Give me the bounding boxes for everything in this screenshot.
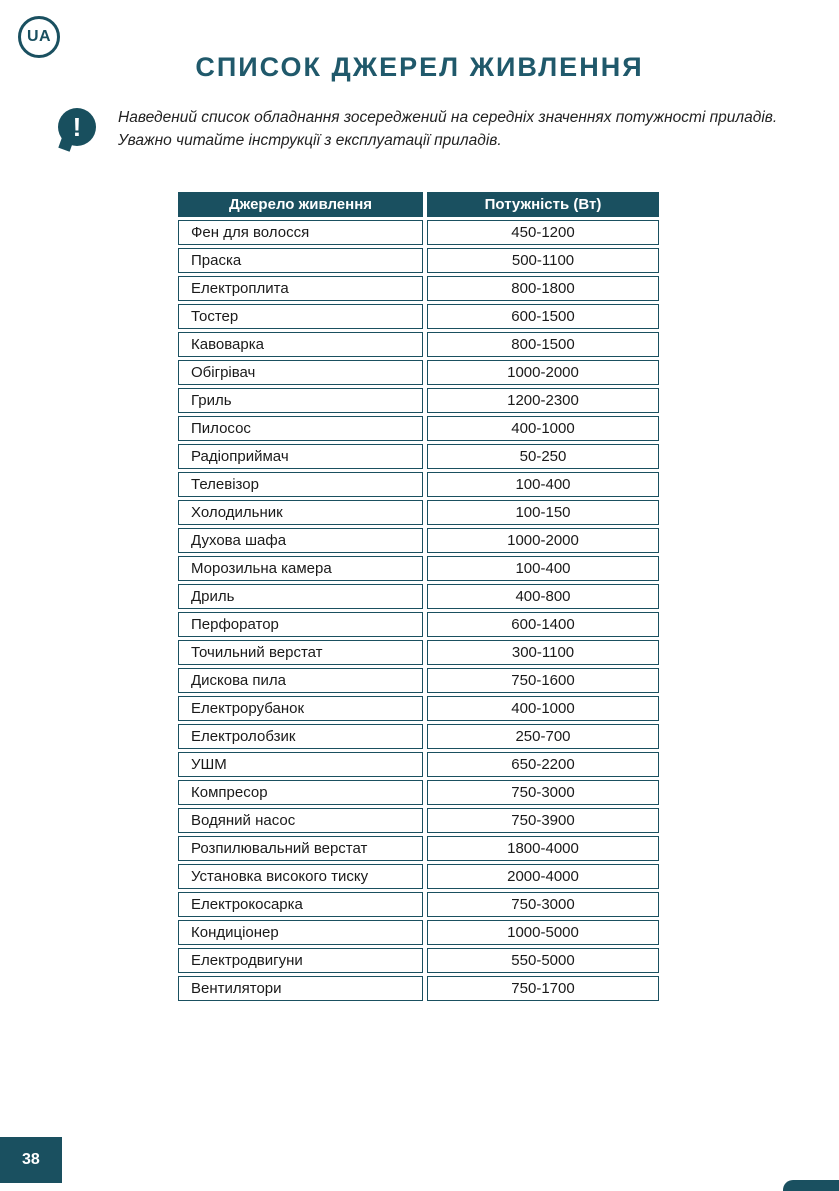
table-row [178, 220, 659, 245]
device-name-cell: Електрорубанок [178, 696, 423, 721]
power-value-cell: 50-250 [427, 444, 659, 469]
power-value-cell: 750-1600 [427, 668, 659, 693]
device-name-cell: Телевізор [178, 472, 423, 497]
power-value-cell: 750-3900 [427, 808, 659, 833]
power-value-cell: 100-150 [427, 500, 659, 525]
table-row [178, 276, 659, 301]
power-value-cell: 400-800 [427, 584, 659, 609]
power-value-cell: 100-400 [427, 556, 659, 581]
device-name-cell: Вентилятори [178, 976, 423, 1001]
device-name-cell: Компресор [178, 780, 423, 805]
table-row [178, 836, 659, 861]
table-row [178, 808, 659, 833]
header-power-column: Потужність (Вт) [427, 192, 659, 217]
power-value-cell: 100-400 [427, 472, 659, 497]
device-name-cell: Холодильник [178, 500, 423, 525]
device-name-cell: Перфоратор [178, 612, 423, 637]
power-value-cell: 800-1500 [427, 332, 659, 357]
table-row [178, 584, 659, 609]
corner-decoration [783, 1180, 839, 1191]
table-row [178, 864, 659, 889]
power-value-cell: 750-3000 [427, 780, 659, 805]
device-name-cell: Розпилювальний верстат [178, 836, 423, 861]
table-row [178, 444, 659, 469]
table-row [178, 920, 659, 945]
table-row [178, 248, 659, 273]
table-row [178, 948, 659, 973]
header-source-column: Джерело живлення [178, 192, 423, 217]
note-block [58, 106, 788, 153]
device-name-cell: Тостер [178, 304, 423, 329]
power-value-cell: 400-1000 [427, 416, 659, 441]
table-row [178, 500, 659, 525]
power-sources-table [174, 189, 663, 1004]
table-row [178, 416, 659, 441]
device-name-cell: Пилосос [178, 416, 423, 441]
device-name-cell: Духова шафа [178, 528, 423, 553]
power-value-cell: 600-1500 [427, 304, 659, 329]
table-row [178, 472, 659, 497]
power-value-cell: 250-700 [427, 724, 659, 749]
note-text: Наведений список обладнання зосереджений на середніх значеннях потужності приладів. Уважно читайте інструкції з експлуатації приладів. [118, 109, 778, 150]
table-row [178, 304, 659, 329]
power-value-cell: 1000-2000 [427, 528, 659, 553]
power-value-cell: 300-1100 [427, 640, 659, 665]
power-value-cell: 1000-2000 [427, 360, 659, 385]
table-row [178, 724, 659, 749]
device-name-cell: Водяний насос [178, 808, 423, 833]
page-title: СПИСОК ДЖЕРЕЛ ЖИВЛЕННЯ [195, 52, 644, 82]
table-row [178, 892, 659, 917]
table-row [178, 528, 659, 553]
table-row [178, 752, 659, 777]
device-name-cell: Дискова пила [178, 668, 423, 693]
table-row [178, 780, 659, 805]
device-name-cell: Дриль [178, 584, 423, 609]
device-name-cell: Електродвигуни [178, 948, 423, 973]
power-value-cell: 500-1100 [427, 248, 659, 273]
page-number-box [0, 1137, 62, 1183]
device-name-cell: Праска [178, 248, 423, 273]
power-value-cell: 1000-5000 [427, 920, 659, 945]
power-value-cell: 550-5000 [427, 948, 659, 973]
table-row [178, 640, 659, 665]
table-row [178, 612, 659, 637]
power-value-cell: 450-1200 [427, 220, 659, 245]
power-value-cell: 600-1400 [427, 612, 659, 637]
device-name-cell: Обігрівач [178, 360, 423, 385]
power-value-cell: 650-2200 [427, 752, 659, 777]
table-header [178, 192, 659, 217]
device-name-cell: Електролобзик [178, 724, 423, 749]
power-value-cell: 400-1000 [427, 696, 659, 721]
page-number: 38 [22, 1151, 40, 1168]
device-name-cell: Фен для волосся [178, 220, 423, 245]
power-value-cell: 750-3000 [427, 892, 659, 917]
power-value-cell: 2000-4000 [427, 864, 659, 889]
device-name-cell: Гриль [178, 388, 423, 413]
power-value-cell: 750-1700 [427, 976, 659, 1001]
device-name-cell: Електрокосарка [178, 892, 423, 917]
power-value-cell: 1800-4000 [427, 836, 659, 861]
device-name-cell: Кавоварка [178, 332, 423, 357]
device-name-cell: УШМ [178, 752, 423, 777]
device-name-cell: Електроплита [178, 276, 423, 301]
table-row [178, 976, 659, 1001]
table-row [178, 556, 659, 581]
table-row [178, 388, 659, 413]
device-name-cell: Радіоприймач [178, 444, 423, 469]
device-name-cell: Кондиціонер [178, 920, 423, 945]
exclamation-icon: ! [58, 108, 96, 146]
power-value-cell: 800-1800 [427, 276, 659, 301]
device-name-cell: Установка високого тиску [178, 864, 423, 889]
table-header-row [178, 192, 659, 217]
power-table-body [178, 220, 659, 1001]
table-row [178, 696, 659, 721]
device-name-cell: Точильний верстат [178, 640, 423, 665]
table-row [178, 332, 659, 357]
device-name-cell: Морозильна камера [178, 556, 423, 581]
table-row [178, 668, 659, 693]
power-value-cell: 1200-2300 [427, 388, 659, 413]
language-badge-label: UA [26, 28, 52, 45]
table-row [178, 360, 659, 385]
